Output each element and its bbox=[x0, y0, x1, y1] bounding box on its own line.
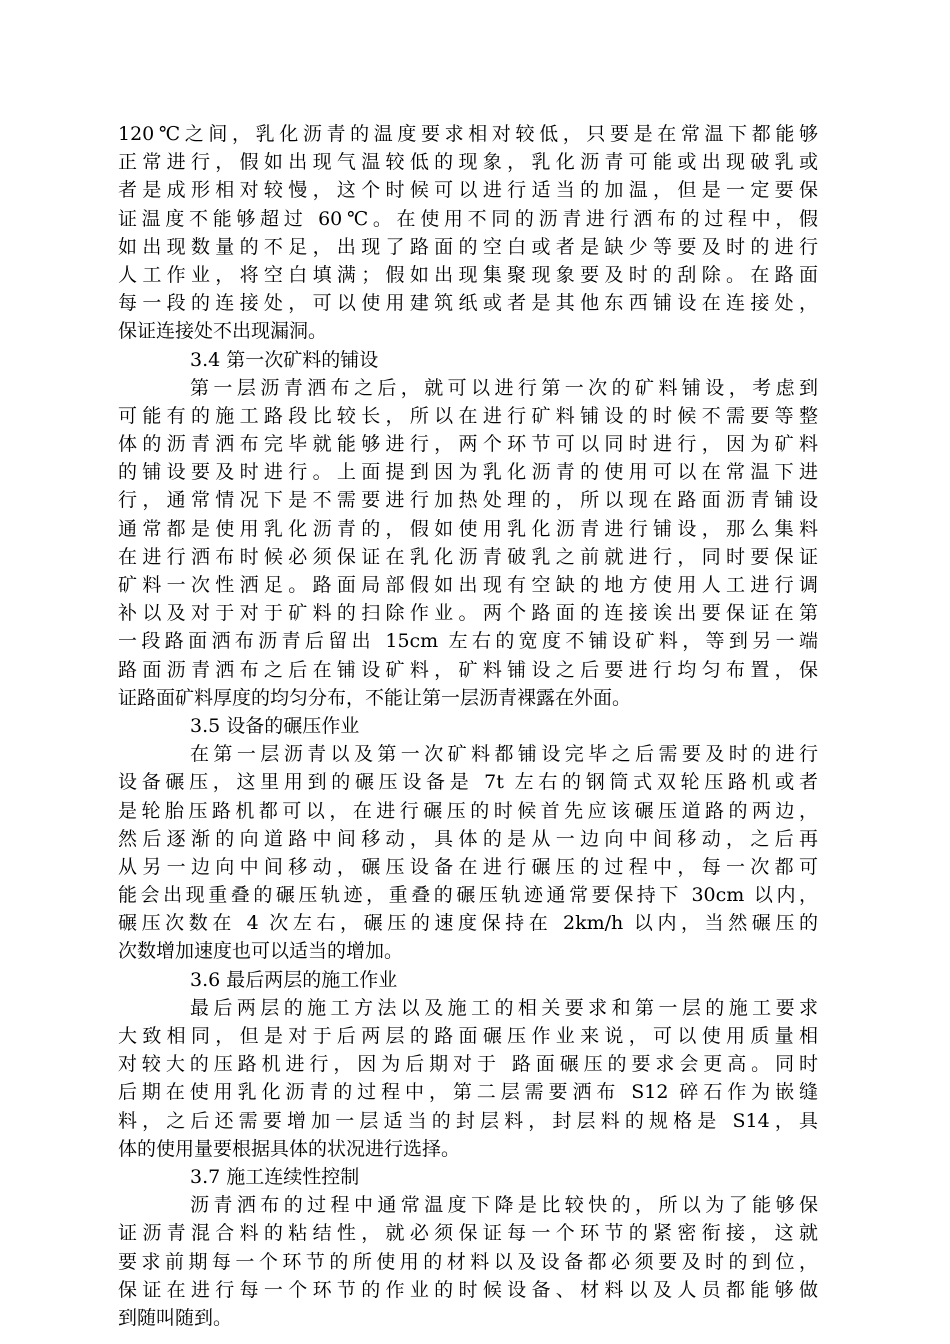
paragraph-last-line: 保证连接处不出现漏洞。 bbox=[118, 320, 328, 343]
document-page bbox=[118, 120, 818, 1332]
text-line: 对较大的压路机进行，因为后期对于 路面碾压的要求会更高。同时 bbox=[118, 1053, 818, 1076]
paragraph-first-line: 在第一层沥青以及第一次矿料都铺设完毕之后需要及时的进行 bbox=[190, 743, 818, 766]
text-line: 可能有的施工路段比较长，所以在进行矿料铺设的时候不需要等整 bbox=[118, 404, 818, 427]
paragraph-first-line: 第一层沥青洒布之后，就可以进行第一次的矿料铺设，考虑到 bbox=[190, 376, 818, 399]
text-line: 要求前期每一个环节的所使用的材料以及设备都必须要及时的到位， bbox=[118, 1250, 818, 1273]
paragraph-last-line: 到随叫随到。 bbox=[118, 1306, 233, 1329]
paragraph-last-line: 体的使用量要根据具体的状况进行选择。 bbox=[118, 1137, 461, 1160]
text-line: 在进行洒布时候必须保证在乳化沥青破乳之前就进行，同时要保证 bbox=[118, 545, 818, 568]
text-line: 从另一边向中间移动，碾压设备在进行碾压的过程中，每一次都可 bbox=[118, 855, 818, 878]
text-line: 能会出现重叠的碾压轨迹，重叠的碾压轨迹通常要保持下 30cm 以内， bbox=[118, 884, 818, 907]
text-line: 料，之后还需要增加一层适当的封层料，封层料的规格是 S14，具 bbox=[118, 1109, 818, 1132]
text-line: 者是成形相对较慢，这个时候可以进行适当的加温，但是一定要保 bbox=[118, 179, 818, 202]
text-line: 证温度不能够超过 60℃。在使用不同的沥青进行洒布的过程中，假 bbox=[118, 207, 818, 230]
text-line: 行，通常情况下是不需要进行加热处理的，所以现在路面沥青铺设 bbox=[118, 489, 818, 512]
text-line: 补以及对于对于矿料的扫除作业。两个路面的连接诶出要保证在第 bbox=[118, 602, 818, 625]
paragraph-first-line: 最后两层的施工方法以及施工的相关要求和第一层的施工要求 bbox=[190, 996, 818, 1019]
text-line: 矿料一次性洒足。路面局部假如出现有空缺的地方使用人工进行调 bbox=[118, 574, 818, 596]
section-heading: 3.7 施工连续性控制 bbox=[190, 1165, 360, 1188]
text-line: 每一段的连接处，可以使用建筑纸或者是其他东西铺设在连接处， bbox=[118, 292, 818, 315]
text-line: 然后逐渐的向道路中间移动，具体的是从一边向中间移动，之后再 bbox=[118, 827, 818, 850]
text-line: 大致相同，但是对于后两层的路面碾压作业来说，可以使用质量相 bbox=[118, 1025, 818, 1047]
text-line: 一段路面洒布沥青后留出 15cm 左右的宽度不铺设矿料，等到另一端 bbox=[118, 630, 818, 653]
text-line: 的铺设要及时进行。上面提到因为乳化沥青的使用可以在常温下进 bbox=[118, 461, 818, 484]
section-heading: 3.5 设备的碾压作业 bbox=[190, 714, 360, 737]
text-line: 正常进行，假如出现气温较低的现象，乳化沥青可能或出现破乳或 bbox=[118, 151, 818, 174]
section-heading: 3.4 第一次矿料的铺设 bbox=[190, 348, 379, 371]
text-line: 设备碾压，这里用到的碾压设备是 7t 左右的钢筒式双轮压路机或者 bbox=[118, 771, 818, 794]
paragraph-last-line: 次数增加速度也可以适当的增加。 bbox=[118, 940, 404, 963]
text-line: 体的沥青洒布完毕就能够进行，两个环节可以同时进行，因为矿料 bbox=[118, 433, 818, 456]
text-line: 通常都是使用乳化沥青的，假如使用乳化沥青进行铺设，那么集料 bbox=[118, 517, 818, 540]
paragraph-first-line: 沥青洒布的过程中通常温度下降是比较快的，所以为了能够保 bbox=[190, 1194, 818, 1217]
section-heading: 3.6 最后两层的施工作业 bbox=[190, 968, 398, 991]
text-line: 如出现数量的不足，出现了路面的空白或者是缺少等要及时的进行 bbox=[118, 235, 818, 258]
text-line: 是轮胎压路机都可以，在进行碾压的时候首先应该碾压道路的两边， bbox=[118, 799, 818, 822]
text-line: 证沥青混合料的粘结性，就必须保证每一个环节的紧密衔接，这就 bbox=[118, 1222, 818, 1245]
text-line: 120℃之间，乳化沥青的温度要求相对较低，只要是在常温下都能够 bbox=[118, 123, 818, 145]
text-line: 碾压次数在 4 次左右，碾压的速度保持在 2km/h 以内，当然碾压的 bbox=[118, 912, 818, 935]
text-line: 保证在进行每一个环节的作业的时候设备、材料以及人员都能够做 bbox=[118, 1278, 818, 1301]
text-line: 路面沥青洒布之后在铺设矿料，矿料铺设之后要进行均匀布置，保 bbox=[118, 658, 818, 681]
text-line: 后期在使用乳化沥青的过程中，第二层需要洒布 S12 碎石作为嵌缝 bbox=[118, 1081, 818, 1104]
paragraph-last-line: 证路面矿料厚度的均匀分布，不能让第一层沥青裸露在外面。 bbox=[118, 686, 632, 709]
text-line: 人工作业，将空白填满；假如出现集聚现象要及时的刮除。在路面 bbox=[118, 263, 818, 286]
